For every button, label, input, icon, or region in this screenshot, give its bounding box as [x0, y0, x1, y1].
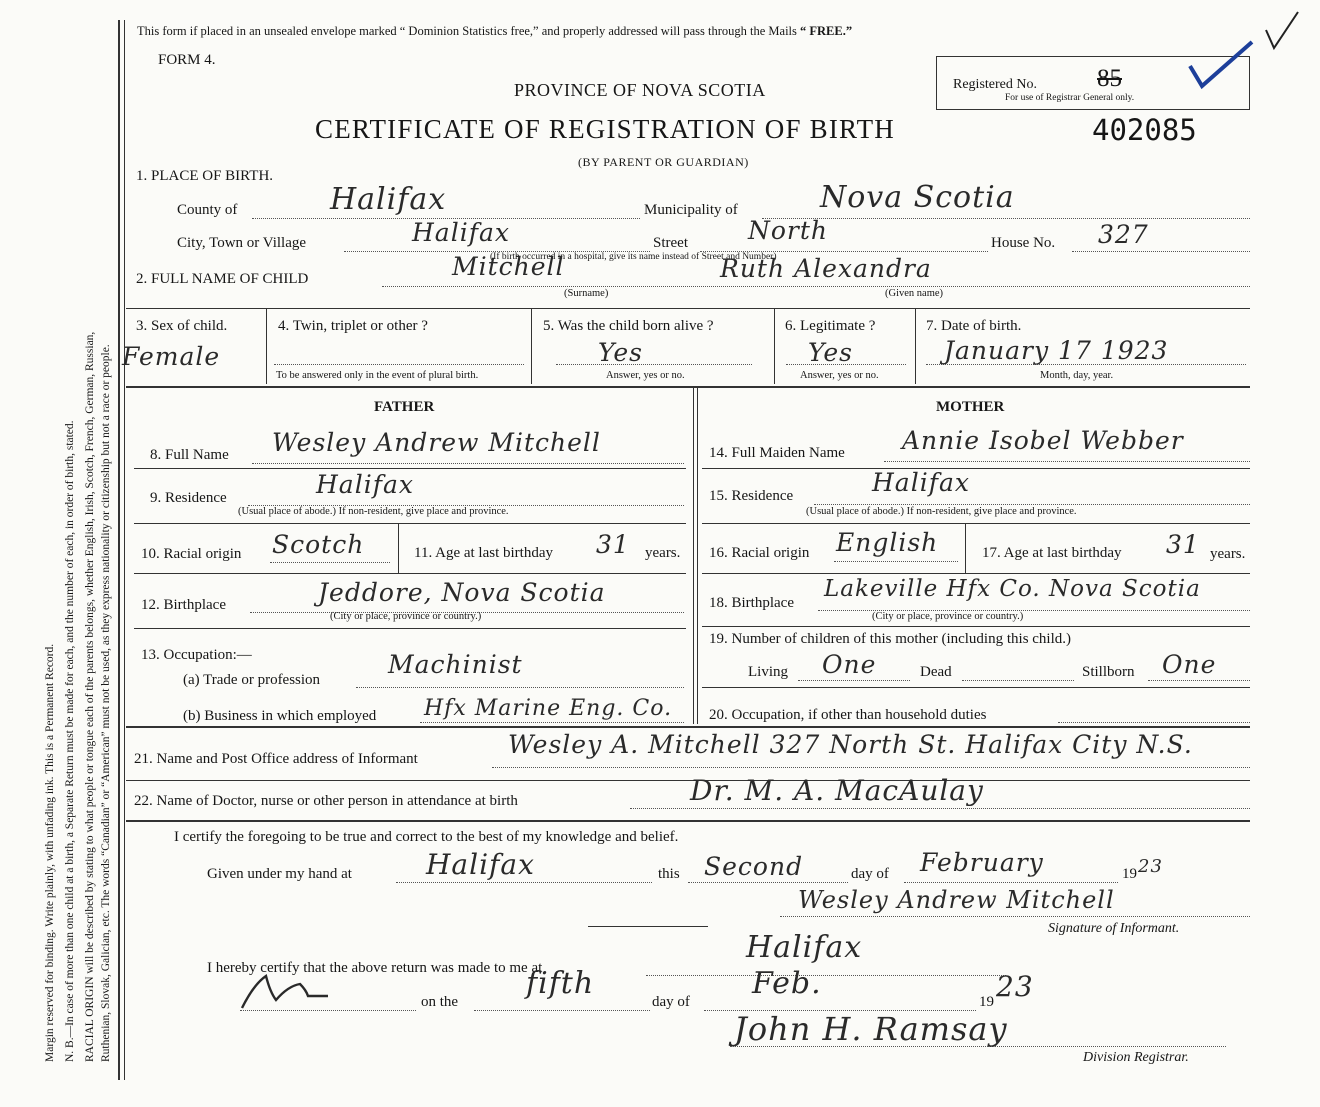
father-residence-label: 9. Residence [150, 490, 227, 506]
registrar-day-of-label: day of [652, 994, 690, 1010]
alive-label: 5. Was the child born alive ? [543, 318, 714, 334]
mother-age-label: 17. Age at last birthday [982, 545, 1122, 561]
given-at-label: Given under my hand at [207, 866, 352, 882]
mother-residence-note: (Usual place of abode.) If non-resident, give place and province. [806, 506, 1077, 517]
living-value: One [822, 650, 877, 679]
father-race-label: 10. Racial origin [141, 546, 242, 562]
checkmark-icon [1180, 8, 1305, 98]
mother-residence-label: 15. Residence [709, 488, 794, 504]
sex-value: Female [122, 342, 221, 371]
house-value: 327 [1098, 220, 1149, 249]
mailing-notice-text: This form if placed in an unsealed envelope marked “ Dominion Statistics free,” and properly addressed will pass through the Mails [137, 24, 801, 38]
father-birthplace: Jeddore, Nova Scotia [318, 578, 606, 607]
dob-value: January 17 1923 [944, 336, 1169, 365]
hospital-note: (If birth occurred in a hospital, give its name instead of Street and Number) [490, 252, 777, 262]
father-birthplace-label: 12. Birthplace [141, 597, 226, 613]
informant-signature-caption: Signature of Informant. [1048, 921, 1180, 936]
stillborn-label: Stillborn [1082, 664, 1135, 680]
doctor-value: Dr. M. A. MacAulay [690, 774, 984, 807]
on-the-label: on the [421, 994, 459, 1010]
place-of-birth-label: 1. PLACE OF BIRTH. [136, 168, 274, 184]
mother-age: 31 [1166, 530, 1200, 559]
mother-years: years. [1210, 546, 1246, 562]
father-name: Wesley Andrew Mitchell [272, 428, 601, 457]
given-place: Halifax [426, 848, 535, 881]
surname-note: (Surname) [564, 288, 609, 299]
margin-note-4: Ruthenian, Slovak, Galician, etc. The words “Canadian” or “American” must not be used, as they express nationality or citizenship but not a race or people. [100, 344, 112, 1062]
mother-children-label: 19. Number of children of this mother (including this child.) [709, 631, 1072, 647]
given-year: 23 [1138, 856, 1163, 877]
given-name-note: (Given name) [885, 288, 944, 299]
registrar-statement: I hereby certify that the above return was made to me at [207, 960, 543, 976]
given-day: Second [704, 852, 804, 881]
house-label: House No. [991, 235, 1056, 251]
county-label: County of [177, 202, 238, 218]
father-occupation-label: 13. Occupation:— [141, 647, 252, 663]
registrar-note: For use of Registrar General only. [1005, 93, 1135, 103]
registrar-month: Feb. [752, 966, 822, 1001]
legitimate-value: Yes [808, 338, 853, 367]
informant-signature: Wesley Andrew Mitchell [798, 886, 1115, 914]
father-age: 31 [596, 530, 630, 559]
father-business: Hfx Marine Eng. Co. [424, 696, 673, 721]
mother-birthplace-label: 18. Birthplace [709, 595, 794, 611]
child-surname: Mitchell [452, 252, 565, 281]
registered-number: 85 [1097, 65, 1122, 92]
margin-note-2: N. B.—In case of more than one child at a birth, a Separate Return must be made for each, and the number of each, in order of birth, stated. [64, 420, 76, 1062]
form-number: FORM 4. [158, 52, 216, 68]
county-value: Halifax [330, 182, 447, 217]
father-trade-label: (a) Trade or profession [183, 672, 321, 688]
registrar-day: fifth [526, 966, 595, 1001]
mother-name-label: 14. Full Maiden Name [709, 445, 845, 461]
alive-value: Yes [598, 338, 643, 367]
legitimate-note: Answer, yes or no. [800, 370, 879, 381]
mailing-notice-free: “ FREE.” [800, 24, 853, 38]
certificate-title: CERTIFICATE OF REGISTRATION OF BIRTH [315, 114, 895, 144]
mother-name: Annie Isobel Webber [902, 426, 1184, 455]
mother-heading: MOTHER [936, 399, 1005, 415]
stillborn-value: One [1162, 650, 1217, 679]
father-years: years. [645, 545, 681, 561]
street-label: Street [653, 235, 688, 251]
given-month: February [920, 848, 1044, 877]
sex-label: 3. Sex of child. [136, 318, 228, 334]
mother-race: English [836, 528, 939, 557]
handwritten-mark [236, 970, 366, 1012]
doctor-label: 22. Name of Doctor, nurse or other person in attendance at birth [134, 793, 518, 809]
mother-residence: Halifax [872, 468, 970, 497]
father-age-label: 11. Age at last birthday [414, 545, 553, 561]
province-heading: PROVINCE OF NOVA SCOTIA [514, 80, 766, 100]
margin-note-3: RACIAL ORIGIN will be described by stating to what people or tongue each of the parents belongs, whether English, Irish, Scotch, French, German, Russian, [84, 331, 96, 1062]
registrar-caption: Division Registrar. [1083, 1050, 1189, 1065]
father-residence: Halifax [316, 470, 414, 499]
city-value: Halifax [412, 218, 510, 247]
mother-birthplace: Lakeville Hfx Co. Nova Scotia [824, 576, 1201, 602]
registrar-year-prefix: 19 [979, 994, 994, 1010]
child-given-name: Ruth Alexandra [720, 254, 932, 283]
given-year-prefix: 19 [1122, 866, 1137, 882]
alive-note: Answer, yes or no. [606, 370, 685, 381]
registered-label: Registered No. [953, 77, 1037, 92]
given-day-of-label: day of [851, 866, 889, 882]
twin-note: To be answered only in the event of plural birth. [276, 370, 479, 381]
living-label: Living [748, 664, 788, 680]
informant-label: 21. Name and Post Office address of Informant [134, 751, 418, 767]
father-residence-note: (Usual place of abode.) If non-resident, give place and province. [238, 506, 509, 517]
this-label: this [658, 866, 680, 882]
binding-margin-line [118, 20, 120, 1080]
mailing-notice [137, 24, 852, 39]
informant-value: Wesley A. Mitchell 327 North St. Halifax City N.S. [508, 730, 1193, 759]
child-name-label: 2. FULL NAME OF CHILD [136, 271, 309, 287]
registrar-signature: John H. Ramsay [734, 1010, 1008, 1048]
dob-note: Month, day, year. [1040, 370, 1114, 381]
street-value: North [748, 216, 829, 245]
binding-margin-line-inner [124, 20, 125, 1080]
father-name-label: 8. Full Name [150, 447, 229, 463]
father-trade: Machinist [388, 650, 523, 679]
mother-occupation-label: 20. Occupation, if other than household duties [709, 707, 987, 723]
dead-label: Dead [920, 664, 952, 680]
dob-label: 7. Date of birth. [926, 318, 1022, 334]
registrar-year: 23 [996, 970, 1034, 1003]
mother-birthplace-note: (City or place, province or country.) [872, 611, 1024, 622]
father-race: Scotch [272, 530, 365, 559]
registrar-place: Halifax [746, 930, 863, 965]
certificate-subtitle: (BY PARENT OR GUARDIAN) [578, 155, 749, 169]
municipality-label: Municipality of [644, 202, 738, 218]
father-business-label: (b) Business in which employed [183, 708, 377, 724]
father-birthplace-note: (City or place, province or country.) [330, 611, 482, 622]
father-heading: FATHER [374, 399, 435, 415]
municipality-value: Nova Scotia [820, 180, 1015, 215]
city-label: City, Town or Village [177, 235, 307, 251]
twin-label: 4. Twin, triplet or other ? [278, 318, 428, 334]
certification-statement: I certify the foregoing to be true and correct to the best of my knowledge and belief. [174, 829, 679, 845]
certificate-number: 402085 [1092, 113, 1197, 147]
mother-race-label: 16. Racial origin [709, 545, 810, 561]
margin-note-1: Margin reserved for binding. Write plainly, with unfading ink. This is a Permanent Record. [44, 643, 56, 1062]
legitimate-label: 6. Legitimate ? [785, 318, 876, 334]
